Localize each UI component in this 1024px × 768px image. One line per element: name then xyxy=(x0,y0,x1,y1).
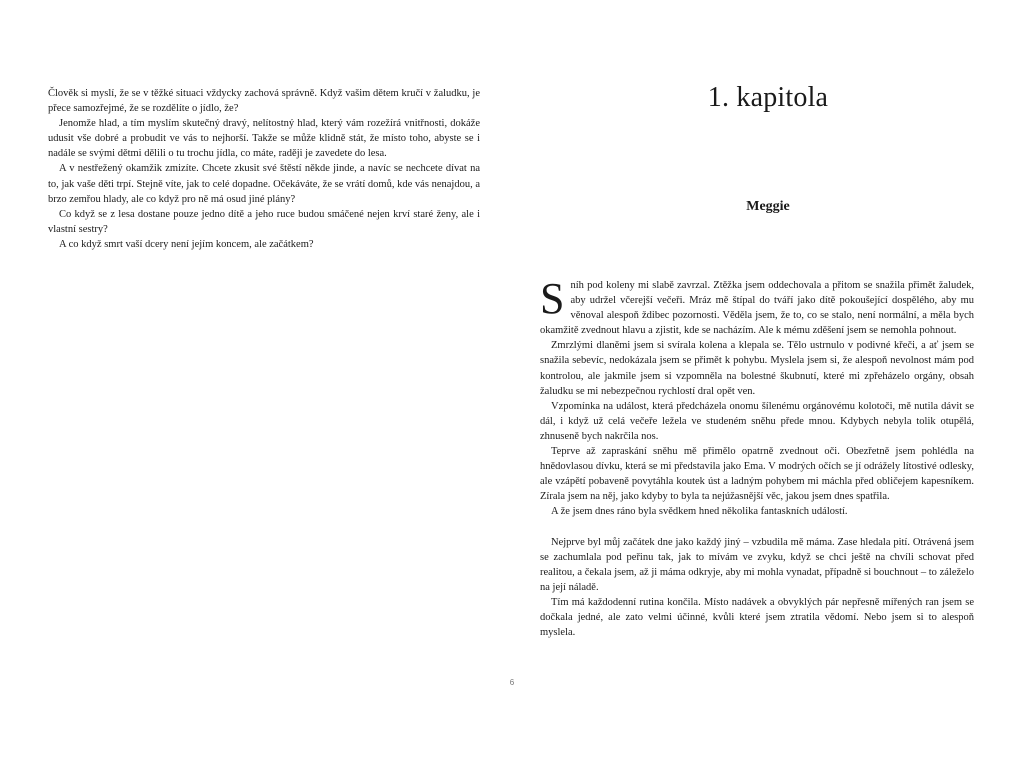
right-paragraph: Vzpomínka na událost, která předcházela onomu šílenému orgánovému kolotoči, mě nutila dávit se dál, i když už celá večeře ležela ve studeném sněhu přede mnou. Kdybych nebyla tolik otupělá, zhnuseně bych nakrčila nos. xyxy=(540,400,974,442)
left-paragraph: Člověk si myslí, že se v těžké situaci vždycky zachová správně. Když vašim dětem kručí v žaludku, je přece samozřejmé, že se rozdělíte o jídlo, že? xyxy=(48,88,480,115)
chapter-title: 1. kapitola xyxy=(707,82,829,113)
left-page-text xyxy=(48,86,480,252)
right-paragraph: Teprve až zapraskání sněhu mě přimělo opatrně zvednout oči. Obezřetně jsem pohlédla na hnědovlasou dívku, která se mi představila jako Ema. V modrých očích se jí odrážely lítostivé odlesky, ale vzápětí pobaveně povytáhla koutek úst a ladným pohybem mi máchla před obličejem kapesníkem. Zírala jsem na něj, jako kdyby to byla ta nejúžasnější věc, jakou jsem dnes spatřila. xyxy=(540,446,974,503)
chapter-subtitle: Meggie xyxy=(746,199,790,214)
right-paragraph: Zmrzlými dlaněmi jsem si svírala kolena a klepala se. Tělo ustrnulo v podivné křeči, a ať jsem se snažila sebevíc, nedokázala jsem se přimět k pohybu. Myslela jsem si, že alespoň nevolnost mám pod kontrolou, ale jakmile jsem si vzpomněla na bolestné škubnutí, které mi zpřeházelo orgány, obsah žaludku se mi nebezpečnou rychlostí dral opět ven. xyxy=(540,340,974,397)
left-paragraph: A v nestřežený okamžik zmizíte. Chcete zkusit své štěstí někde jinde, a navíc se nechcete dívat na to, jak vaše děti trpí. Stejně víte, jak to celé dopadne. Očekáváte, že se vrátí domů, kde vás nenajdou, a brzo zemřou hlady, ale co když pro ně má osud jiné plány? xyxy=(48,163,480,205)
left-paragraph: A co když smrt vaší dcery není jejím koncem, ale začátkem? xyxy=(59,238,314,250)
drop-cap: S xyxy=(540,274,565,323)
right-paragraph: A že jsem dnes ráno byla svědkem hned několika fantaskních událostí. xyxy=(551,506,848,518)
page-number: 6 xyxy=(509,678,515,687)
opening-paragraph-text: níh pod koleny mi slabě zavrzal. Ztěžka jsem oddechovala a přitom se snažila přimět žaludek, aby udržel včerejší večeři. Mráz mě štípal do tváří jako dítě pokoušející dospělého, aby mu věnoval alespoň ždibec pozornosti. Věděla jsem, že to, co se stalo, není normální, a měla bych okamžitě zvednout hlavu a zjistit, kde se nacházím. Ale k mému zděšení jsem se nemohla pohnout. xyxy=(540,280,974,337)
right-paragraph: Nejprve byl můj začátek dne jako každý jiný – vzbudila mě máma. Zase hledala pití. Otrávená jsem se zachumlala pod peřinu tak, jak to mívám ve zvyku, když se chci ještě na chvíli schovat před realitou, a čekala jsem, až ji máma odkryje, aby mi mohla vynadat, případně si bouchnout – to záleželo na její náladě. xyxy=(540,536,974,593)
right-page-text xyxy=(540,274,974,640)
left-paragraph: Jenomže hlad, a tím myslím skutečný dravý, nelítostný hlad, který vám rozežírá vnitřnosti, dokáže udusit vše dobré a probudit ve vás to nejhorší. Takže se může klidně stát, že místo toho, abyste se i nadále se svými dětmi dělili o tu trochu jídla, co máte, raději je zavedete do lesa. xyxy=(48,118,480,160)
right-page xyxy=(512,0,1024,768)
left-paragraph: Co když se z lesa dostane pouze jedno dítě a jeho ruce budou smáčené nejen krví staré ženy, ale i vlastní sestry? xyxy=(48,208,480,235)
opening-paragraph xyxy=(540,274,974,338)
right-paragraph: Tím má každodenní rutina končila. Místo nadávek a obvyklých pár nepřesně mířených ran jsem se dočkala jedné, ale zato velmi účinné, kvůli které jsem ztratila vědomí. Nebo jsem si to alespoň myslela. xyxy=(540,596,974,639)
